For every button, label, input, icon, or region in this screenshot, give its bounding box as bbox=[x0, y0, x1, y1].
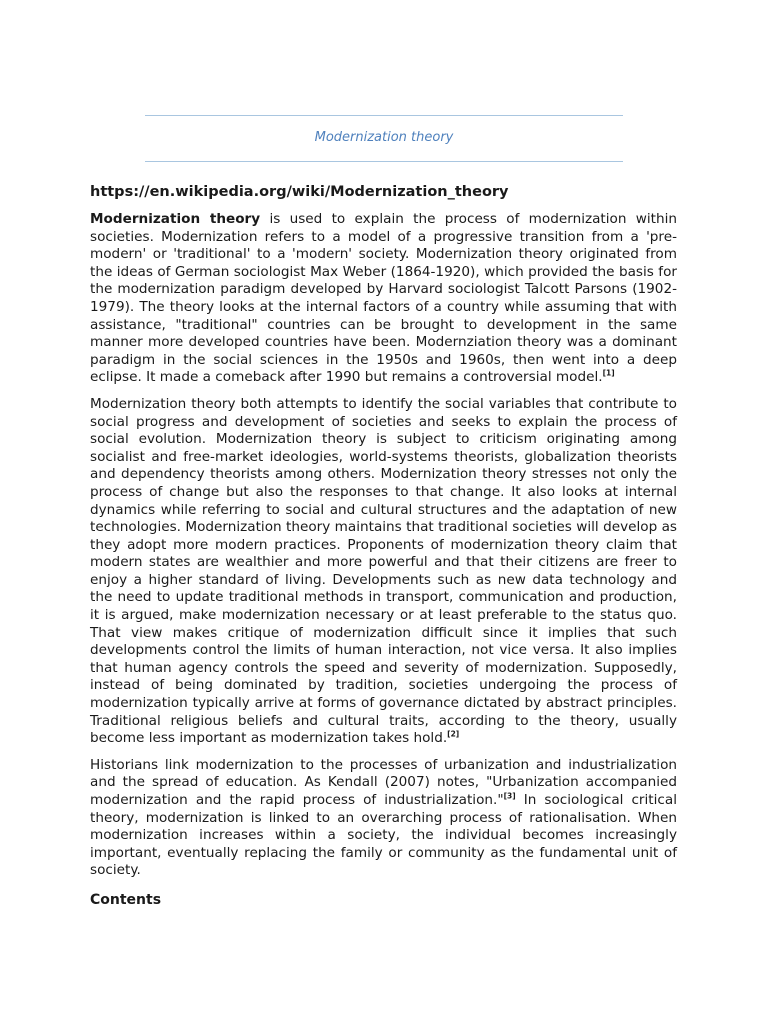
paragraph-text: is used to explain the process of modernization within societies. Modernization refers to a model of a progressive transition from a 'pre-modern' or 'traditional' to a 'modern' society. Modernization theory originated from the ideas of German sociologist Max Weber (1864-1920), which provided the basis for the modernization paradigm developed by Harvard sociologist Talcott Parsons (1902-1979). The theory looks at the internal factors of a country while assuming that with assistance, "traditional" countries can be brought to development in the same manner more developed countries have been. Modernziation theory was a dominant paradigm in the social sciences in the 1950s and 1960s, then went into a deep eclipse. It made a comeback after 1990 but remains a controversial model. bbox=[90, 211, 678, 386]
paragraph-text: Modernization theory both attempts to identify the social variables that contribute to social progress and development of societies and seeks to explain the process of social evolution. Modernization theory is subject to criticism originating among socialist and free-market ideologies, world-systems theorists, globalization theorists and dependency theorists among others. Modernization theory stresses not only the process of change but also the responses to that change. It also looks at internal dynamics while referring to social and cultural structures and the adaptation of new technologies. Modernization theory maintains that traditional societies will develop as they adopt more modern practices. Proponents of modernization theory claim that modern states are wealthier and more powerful and that their citizens are freer to enjoy a higher standard of living. Developments such as new data technology and the need to update traditional methods in transport, communication and production, it is argued, make modernization necessary or at least preferable to the status quo. That view makes critique of modernization difficult since it implies that such developments control the limits of human interaction, not vice versa. It also implies that human agency controls the speed and severity of modernization. Supposedly, instead of being dominated by tradition, societies undergoing the process of modernization typically arrive at forms of governance dictated by abstract principles. Traditional religious beliefs and cultural traits, according to the theory, usually become less important as modernization takes hold. bbox=[90, 395, 677, 747]
document-body bbox=[90, 182, 677, 908]
source-url: https://en.wikipedia.org/wiki/Modernization_theory bbox=[90, 184, 509, 200]
header-title: Modernization theory bbox=[314, 130, 454, 145]
reference-1: [1] bbox=[602, 368, 615, 378]
lead-term: Modernization theory bbox=[90, 211, 261, 227]
reference-3: [3] bbox=[503, 791, 516, 801]
reference-2: [2] bbox=[447, 729, 460, 739]
paragraph-second bbox=[90, 396, 677, 748]
paragraph-intro bbox=[90, 211, 677, 387]
document-header bbox=[145, 115, 623, 162]
paragraph-third bbox=[90, 757, 677, 880]
paragraph-text-b: In sociological critical theory, modernization is linked to an overarching process of rationalisation. When modernization increases within a society, the individual becomes increasingly important, eventually replacing the family or community as the fundamental unit of society. bbox=[90, 792, 677, 879]
contents-heading: Contents bbox=[90, 891, 162, 908]
paragraph-text-a: Historians link modernization to the processes of urbanization and industrialization and the spread of education. As Kendall (2007) notes, "Urbanization accompanied modernization and the rapid process of industrialization." bbox=[90, 756, 677, 808]
